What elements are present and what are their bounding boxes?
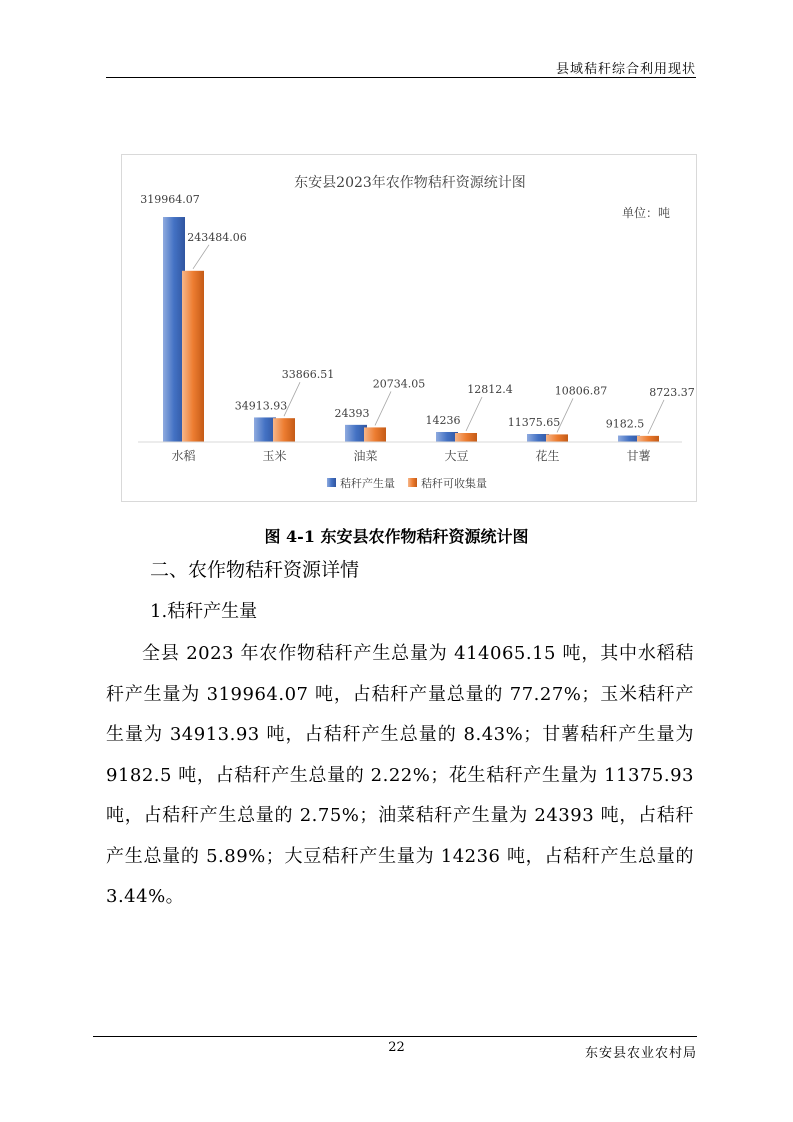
category-label-5: 甘薯 <box>626 449 651 463</box>
bar-production-4 <box>527 434 549 442</box>
legend-label-collectable: 秸秆可收集量 <box>421 477 487 490</box>
chart-unit-label: 单位：吨 <box>621 206 670 220</box>
footer-divider <box>93 1036 697 1037</box>
chart-title: 东安县2023年农作物秸秆资源统计图 <box>294 175 526 191</box>
category-label-0: 水稻 <box>171 449 196 463</box>
crop-straw-chart <box>121 154 697 502</box>
data-label-collectable-1: 33866.51 <box>281 368 335 382</box>
footer-organization: 东安县农业农村局 <box>584 1046 697 1061</box>
data-label-production-3: 14236 <box>425 413 461 427</box>
data-label-collectable-0: 243484.06 <box>187 230 247 244</box>
bar-collectable-0 <box>182 271 204 442</box>
chart-legend <box>327 476 487 490</box>
body-paragraph: 全县 2023 年农作物秸秆产生总量为 414065.15 吨，其中水稻秸秆产生量为 319964.07 吨，占秸秆产量总量的 77.27%；玉米秸秆产生量为 34913.93 吨，占秸秆产生总量的 8.43%；甘薯秸秆产生量为 9182.5 吨，占秸秆产生总量的 2.22%；花生秸秆产生量为 11375.93 吨，占秸秆产生总量的 2.75%；油菜秸秆产生量为 24393 吨，占秸秆产生总量的 5.89%；大豆秸秆产生量为 14236 吨，占秸秆产生总量的 3.44%。 <box>106 643 694 907</box>
data-label-production-2: 24393 <box>334 406 370 420</box>
bar-production-3 <box>436 432 458 442</box>
subsection-heading: 1.秸秆产生量 <box>150 601 258 622</box>
header-divider <box>106 77 696 78</box>
leader-line-3 <box>466 397 482 431</box>
figure-caption: 图 4-1 东安县农作物秸秆资源统计图 <box>264 527 529 546</box>
category-label-2: 油菜 <box>353 449 378 463</box>
data-label-collectable-3: 12812.4 <box>467 382 513 396</box>
leader-line-0 <box>193 245 209 269</box>
bar-collectable-1 <box>273 418 295 442</box>
chart-canvas <box>122 155 698 503</box>
data-label-production-1: 34913.93 <box>234 399 288 413</box>
category-label-1: 玉米 <box>262 449 287 463</box>
running-header: 县域秸秆综合利用现状 <box>555 62 696 77</box>
category-label-3: 大豆 <box>444 449 469 463</box>
data-label-collectable-2: 20734.05 <box>372 377 426 391</box>
data-label-production-5: 9182.5 <box>605 417 645 431</box>
legend-swatch-production <box>327 478 336 487</box>
bar-collectable-4 <box>546 434 568 442</box>
leader-line-5 <box>648 400 664 434</box>
category-label-4: 花生 <box>535 449 560 463</box>
data-label-collectable-4: 10806.87 <box>554 384 608 398</box>
data-label-production-4: 11375.65 <box>507 416 561 430</box>
bar-collectable-3 <box>455 433 477 442</box>
legend-label-production: 秸秆产生量 <box>340 477 395 490</box>
section-heading: 二、农作物秸秆资源详情 <box>150 559 360 581</box>
bar-production-1 <box>254 417 276 442</box>
bar-production-5 <box>618 436 640 442</box>
bar-collectable-5 <box>637 436 659 442</box>
page-number: 22 <box>388 1040 405 1055</box>
bar-production-0 <box>163 217 185 442</box>
data-label-production-0: 319964.07 <box>140 193 200 207</box>
data-label-collectable-5: 8723.37 <box>649 385 695 399</box>
bar-collectable-2 <box>364 427 386 442</box>
bar-production-2 <box>345 425 367 442</box>
legend-swatch-collectable <box>408 478 417 487</box>
leader-line-2 <box>375 391 391 425</box>
